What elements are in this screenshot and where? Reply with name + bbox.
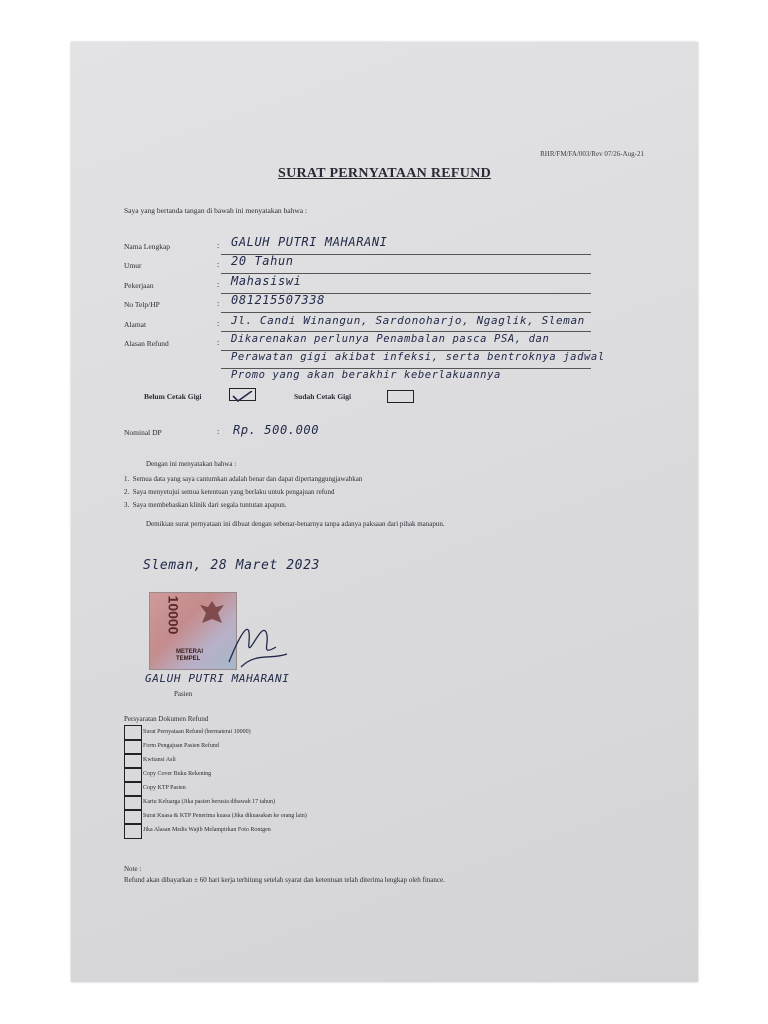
stamp-value: 10000 — [165, 595, 182, 635]
stamp-text: METERAI TEMPEL — [176, 649, 203, 662]
requirements-title: Persyaratan Dokumen Refund — [124, 715, 209, 723]
value-pekerjaan: Mahasiswi — [231, 274, 302, 288]
signature-role: Pasien — [174, 690, 193, 698]
document-title: SURAT PERNYATAAN REFUND — [277, 166, 492, 181]
field-line — [221, 331, 591, 332]
requirement-item: Kartu Keluarga (Jika pasien berusia dibawah 17 tahun) — [143, 799, 276, 805]
statement-item: 3. Saya membebaskan klinik dari segala tuntutan apapun. — [124, 501, 287, 509]
label-nominal: Nominal DP — [124, 428, 162, 437]
label-pekerjaan: Pekerjaan — [124, 281, 154, 290]
colon: : — [217, 319, 220, 328]
label-alasan: Alasan Refund — [124, 339, 169, 348]
document-ref-code: RHR/FM/FA/003/Rev 07/26-Aug-21 — [540, 150, 644, 158]
statement-item: 1. Semua data yang saya cantumkan adalah benar dan dapat dipertanggungjawabkan — [124, 475, 363, 483]
value-nama: GALUH PUTRI MAHARANI — [231, 235, 388, 249]
value-alasan-line-1: Dikarenakan perlunya Penambalan pasca PSA, dan — [231, 333, 550, 345]
value-umur: 20 Tahun — [231, 254, 294, 268]
statement-item: 2. Saya menyetujui semua ketentuan yang berlaku untuk pengajuan refund — [124, 488, 335, 496]
requirement-item: Copy KTP Pasien — [143, 785, 186, 791]
statement-closing: Demikian surat pernyataan ini dibuat dengan sebenar-benarnya tanpa adanya paksaan dari pihak manapun. — [146, 520, 445, 528]
value-alasan-line-2: Perawatan gigi akibat infeksi, serta bentroknya jadwal — [231, 351, 605, 363]
signature-name: GALUH PUTRI MAHARANI — [145, 672, 290, 685]
label-alamat: Alamat — [124, 320, 147, 329]
colon: : — [217, 299, 220, 308]
requirement-item: Jika Alasan Medis Wajib Melampirkan Foto Rontgen — [143, 827, 271, 833]
checkbox-sudah-cetak[interactable] — [387, 390, 414, 403]
requirement-item: Kwitansi Asli — [143, 757, 176, 763]
requirement-item: Copy Cover Buku Rekening — [143, 771, 212, 777]
colon: : — [217, 260, 220, 269]
value-alamat: Jl. Candi Winangun, Sardonoharjo, Ngaglik, Sleman — [231, 314, 585, 327]
colon: : — [217, 280, 220, 289]
place-date: Sleman, 28 Maret 2023 — [143, 558, 320, 573]
checkbox-belum-cetak[interactable] — [229, 388, 256, 401]
intro-text: Saya yang bertanda tangan di bawah ini menyatakan bahwa : — [124, 206, 308, 215]
requirement-item: Surat Kuasa & KTP Penerima kuasa (Jika dikuasakan ke orang lain) — [143, 813, 307, 819]
value-alasan-line-3: Promo yang akan berakhir keberlakuannya — [231, 369, 501, 381]
handwritten-signature-icon — [221, 612, 291, 672]
value-nominal: Rp. 500.000 — [233, 423, 320, 437]
colon: : — [217, 241, 220, 250]
label-belum-cetak: Belum Cetak Gigi — [144, 392, 202, 401]
document-page — [71, 42, 698, 982]
statement-lead: Dengan ini menyatakan bahwa : — [146, 460, 237, 468]
checkmark-icon — [230, 391, 255, 402]
colon: : — [217, 338, 220, 347]
note-text: Refund akan dibayarkan ± 60 hari kerja terhitung setelah syarat dan ketentuan telah diterima lengkap oleh finance. — [124, 876, 445, 884]
value-telp: 081215507338 — [231, 293, 325, 307]
requirement-item: Form Pengajuan Pasien Refund — [143, 743, 219, 749]
label-telp: No Telp/HP — [124, 300, 160, 309]
requirement-item: Surat Pernyataan Refund (bermaterai 10000) — [143, 729, 251, 735]
label-umur: Umur — [124, 261, 142, 270]
label-sudah-cetak: Sudah Cetak Gigi — [294, 392, 352, 401]
note-label: Note : — [124, 865, 142, 873]
requirement-checkbox[interactable] — [124, 823, 142, 839]
colon: : — [217, 427, 220, 436]
label-nama: Nama Lengkap — [124, 242, 171, 251]
field-line — [221, 312, 591, 313]
